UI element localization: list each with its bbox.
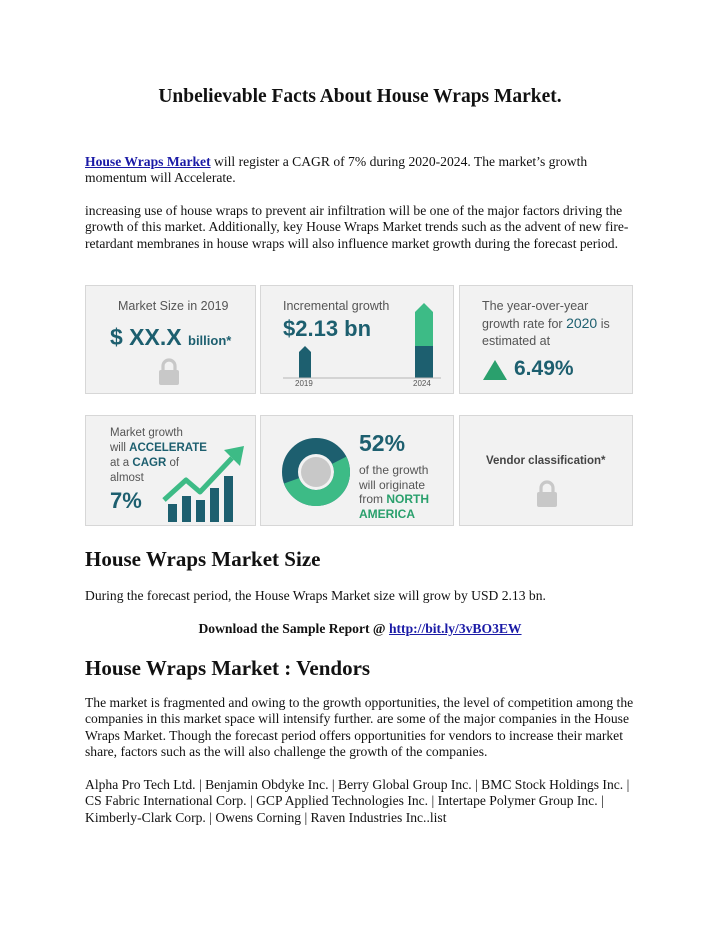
market-size-unit: billion*	[188, 333, 232, 348]
yoy-growth-text: The year-over-year growth rate for 2020 is estimated at	[482, 299, 610, 348]
region-share-value: 52%	[359, 430, 406, 456]
page-title: Unbelievable Facts About House Wraps Market.	[158, 86, 562, 107]
vendor-classification-label: Vendor classification*	[486, 455, 606, 467]
bar-2024-base	[415, 346, 433, 378]
region-share-text: of the growth will originate from NORTH AMERICA	[359, 463, 430, 521]
bar-2024-increment	[415, 303, 433, 346]
download-line	[0, 621, 720, 637]
download-link[interactable]: http://bit.ly/3vBO3EW	[388, 621, 522, 636]
region-share-tile	[260, 415, 454, 526]
vendors-paragraph: The market is fragmented and owing to the growth opportunities, the level of competition among the companies in this market space will intensify further. are some of the major companies in the House Wraps Market. Though the forecast period offers opportunities for vendors to increase their market share, factors such as the will also challenge the growth of the companies.	[85, 695, 634, 759]
download-label: Download the Sample Report @	[198, 621, 389, 636]
donut-center	[301, 457, 331, 487]
vendors-heading: House Wraps Market : Vendors	[85, 656, 371, 680]
intro-text: will register a CAGR of 7% during 2020-2024. The market’s growth momentum will Accelerate.	[85, 154, 588, 186]
house-wraps-market-link[interactable]: House Wraps Market	[85, 154, 211, 169]
cagr-value: 7%	[110, 488, 142, 513]
market-size-label: Market Size in 2019	[118, 299, 229, 313]
triangle-up-icon	[482, 359, 508, 381]
bar-2019	[299, 346, 311, 378]
cagr-tile	[85, 415, 256, 526]
lock-icon	[157, 358, 181, 386]
lock-icon	[535, 480, 559, 508]
drivers-paragraph: increasing use of house wraps to prevent air infiltration will be one of the major factors driving the growth of this market. Additionally, key House Wraps Market trends such as the advent of new fire-retardant membranes in house wraps will also influence market growth during the forecast period.	[85, 203, 629, 251]
year-start-label: 2019	[295, 379, 313, 388]
market-size-text: During the forecast period, the House Wraps Market size will grow by USD 2.13 bn.	[85, 588, 546, 603]
market-size-value: $ XX.X billion*	[110, 324, 232, 350]
incremental-growth-tile	[260, 285, 454, 394]
region-share-donut	[279, 435, 353, 509]
yoy-growth-value: 6.49%	[514, 357, 574, 380]
incremental-growth-label: Incremental growth	[283, 299, 390, 313]
yoy-growth-tile	[459, 285, 633, 394]
market-size-heading: House Wraps Market Size	[85, 547, 321, 571]
vendors-list: Alpha Pro Tech Ltd. | Benjamin Obdyke Inc. | Berry Global Group Inc. | BMC Stock Holdings Inc. | CS Fabric International Corp. | GCP Applied Technologies Inc. | Intertape Polymer Group Inc. | Kimberly-Clark Corp. | Owens Corning | Raven Industries Inc..list	[85, 777, 630, 825]
vendor-classification-tile	[459, 415, 633, 526]
growth-chart-icon	[160, 444, 252, 524]
year-end-label: 2024	[413, 379, 431, 388]
incremental-growth-value: $2.13 bn	[283, 316, 372, 341]
market-size-tile	[85, 285, 256, 394]
intro-paragraph	[85, 154, 635, 187]
cagr-text: Market growth will ACCELERATE at a CAGR of almost	[110, 427, 207, 484]
